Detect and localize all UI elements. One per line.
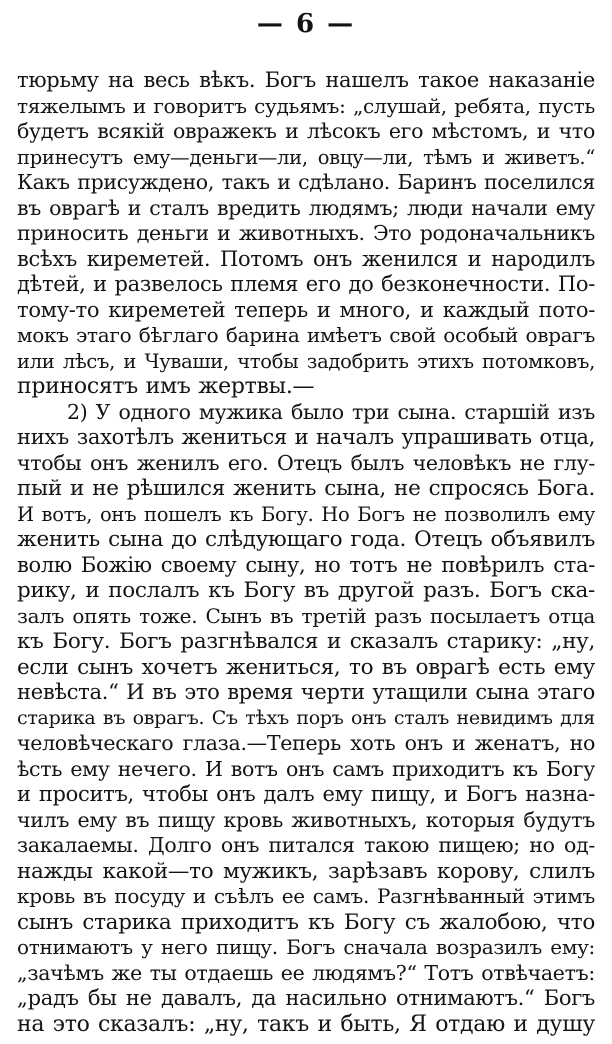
text-line: чилъ ему въ пищу кровь животныхъ, которыя будутъ <box>17 807 595 832</box>
text-line: сынъ старика приходитъ къ Богу съ жалобою, что <box>17 909 595 935</box>
text-line: тому-то киреметей теперь и много, и каждый пото- <box>17 297 595 322</box>
text-line: человѣческаго глаза.—Теперь хоть онъ и женатъ, но <box>17 731 595 755</box>
text-line: кровь въ посуду и съѣлъ ее самъ. Разгнѣванный этимъ <box>17 884 595 908</box>
text-line: въ оврагѣ и сталъ вредить людямъ; люди начали ему <box>17 195 595 220</box>
text-line: „зачѣмъ же ты отдаешь ее людямъ?“ Тотъ отвѣчаетъ: <box>17 960 595 985</box>
text-line: ѣсть ему нечего. И вотъ онъ самъ приходитъ къ Богу <box>17 756 595 781</box>
text-line: невѣста.“ И въ это время черти утащили сына этаго <box>17 680 595 704</box>
text-line: „радъ бы не давалъ, да насильно отнимаютъ.“ Богъ <box>17 986 595 1010</box>
text-line: нихъ захотѣлъ жениться и началъ упрашивать отца, <box>17 425 595 449</box>
text-line: волю Божію своему сыну, но тотъ не повѣрилъ ста- <box>17 552 595 577</box>
text-line: на это сказалъ: „ну, такъ и быть, Я отдаю и душу <box>17 1011 595 1037</box>
text-line: нажды какой—то мужикъ, зарѣзавъ корову, слилъ <box>17 858 595 884</box>
text-line: приносятъ имъ жертвы.— <box>17 374 315 399</box>
text-line: приносить деньги и животныхъ. Это родоначальникъ <box>17 221 595 245</box>
text-line: Какъ присуждено, такъ и сдѣлано. Баринъ поселился <box>17 170 595 194</box>
text-line: чтобы онъ женилъ его. Отецъ былъ человѣкъ не глу- <box>17 450 595 475</box>
text-line: И вотъ, онъ пошелъ къ Богу. Но Богъ не позволилъ ему <box>17 502 595 526</box>
text-line: или лѣсъ, и Чуваши, чтобы задобрить этихъ потомковъ, <box>17 349 595 373</box>
text-line: всѣхъ киреметей. Потомъ онъ женился и народилъ <box>17 246 595 271</box>
text-line: дѣтей, и развелось племя его до безконечности. По- <box>17 272 595 296</box>
text-line: закалаемы. Долго онъ питался такою пищею; но од- <box>17 833 595 857</box>
text-line: 2) У одного мужика было три сына. старшій изъ <box>67 399 595 424</box>
text-line: пый и не рѣшился женить сына, не спросясь Бога. <box>17 476 595 501</box>
text-line: рику, и послалъ къ Богу въ другой разъ. Богъ ска- <box>17 578 595 603</box>
text-line: старика въ оврагъ. Съ тѣхъ поръ онъ сталъ невидимъ для <box>17 706 595 729</box>
text-body <box>17 68 595 1037</box>
text-line: къ Богу. Богъ разгнѣвался и сказалъ старику: „ну, <box>17 629 595 654</box>
text-line: залъ опять тоже. Сынъ въ третій разъ посылаетъ отца <box>17 603 595 628</box>
text-line: женить сына до слѣдующаго года. Отецъ объявилъ <box>17 527 595 552</box>
text-line: если сынъ хочетъ жениться, то въ оврагѣ есть ему <box>17 654 595 680</box>
text-line: отнимаютъ у него пищу. Богъ сначала возразилъ ему: <box>17 935 595 959</box>
text-line: принесутъ ему—деньги—ли, овцу—ли, тѣмъ и живетъ.“ <box>17 145 595 169</box>
text-line: мокъ этаго бѣглаго барина имѣетъ свой особый оврагъ <box>17 323 595 347</box>
text-line: будетъ всякій овражекъ и лѣсокъ его мѣстомъ, и что <box>17 119 595 143</box>
text-line: и проситъ, чтобы онъ далъ ему пищу, и Богъ назна- <box>17 782 595 806</box>
text-line: тяжелымъ и говоритъ судьямъ: „слушай, ребята, пусть <box>17 93 595 118</box>
page-number: — 6 — <box>256 9 356 39</box>
text-line: тюрьму на весь вѣкъ. Богъ нашелъ такое наказаніе <box>17 68 595 92</box>
paragraph <box>17 400 595 1038</box>
paragraph <box>17 68 595 400</box>
